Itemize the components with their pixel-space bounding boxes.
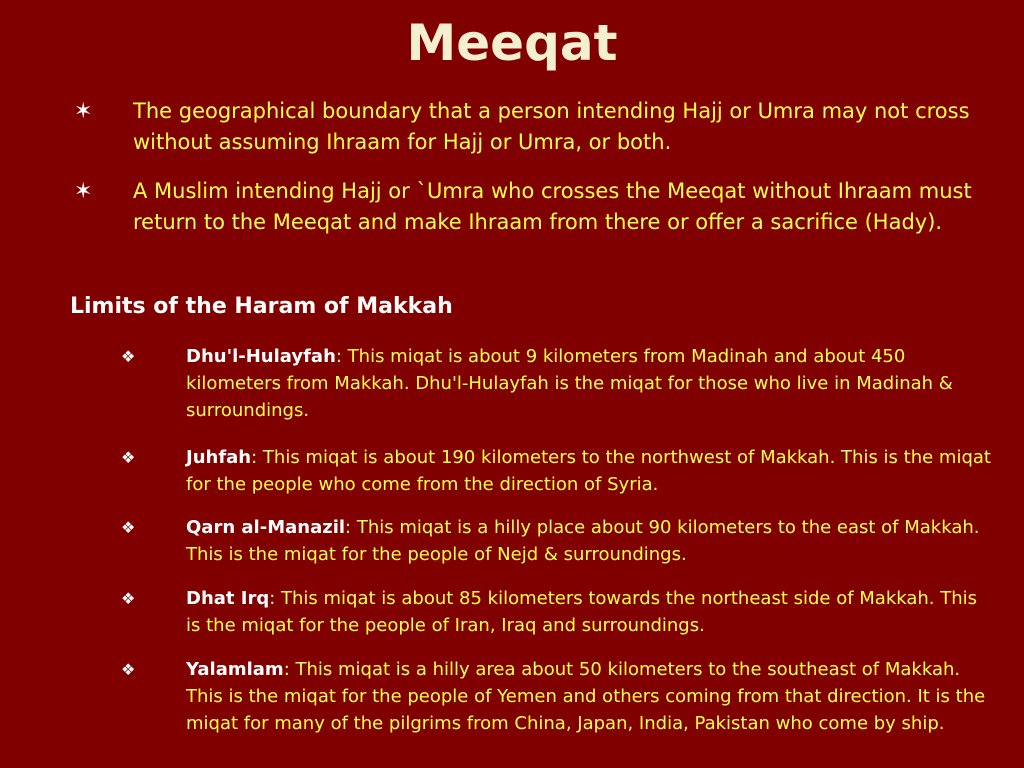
diamond-bullet-icon: ❖ [121,660,136,679]
limit-name: Dhat Irq [186,588,270,609]
star-bullet-icon: ✶ [74,179,93,204]
limit-description: : This miqat is a hilly area about 50 kilometers to the southeast of Makkah. This is the miqat for the people of Yemen and others coming from that direction. It is the miqat for many of the pilgrims from China, Japan, India, Pakistan who come by ship. [186,659,986,734]
limit-text [186,514,996,568]
section-heading: Limits of the Haram of Makkah [70,294,453,319]
limit-name: Dhu'l-Hulayfah [186,346,336,367]
intro-bullet-text: The geographical boundary that a person intending Hajj or Umra may not cross without assuming Ihraam for Hajj or Umra, or both. [133,99,970,154]
limit-name: Qarn al-Manazil [186,517,346,538]
limit-description: : This miqat is about 190 kilometers to the northwest of Makkah. This is the miqat for the people who come from the direction of Syria. [186,447,991,495]
limit-text [186,343,996,424]
limit-description: : This miqat is about 85 kilometers towards the northeast side of Makkah. This is the miqat for the people of Iran, Iraq and surroundings. [186,588,978,636]
limit-description: : This miqat is a hilly place about 90 kilometers to the east of Makkah. This is the miqat for the people of Nejd & surroundings. [186,517,980,565]
limit-text [186,585,996,639]
diamond-bullet-icon: ❖ [121,448,136,467]
star-bullet-icon: ✶ [74,99,93,124]
diamond-bullet-icon: ❖ [121,589,136,608]
slide-title: Meeqat [406,14,618,72]
intro-bullet-text: A Muslim intending Hajj or `Umra who crosses the Meeqat without Ihraam must return to the Meeqat and make Ihraam from there or offer a sacrifice (Hady). [133,179,972,234]
limit-description: : This miqat is about 9 kilometers from Madinah and about 450 kilometers from Makkah. Dhu'l-Hulayfah is the miqat for those who live in Madinah & surroundings. [186,346,953,421]
limit-name: Juhfah [186,447,252,468]
diamond-bullet-icon: ❖ [121,518,136,537]
limit-text [186,656,996,737]
diamond-bullet-icon: ❖ [121,347,136,366]
limit-name: Yalamlam [186,659,284,680]
limit-text [186,444,996,498]
